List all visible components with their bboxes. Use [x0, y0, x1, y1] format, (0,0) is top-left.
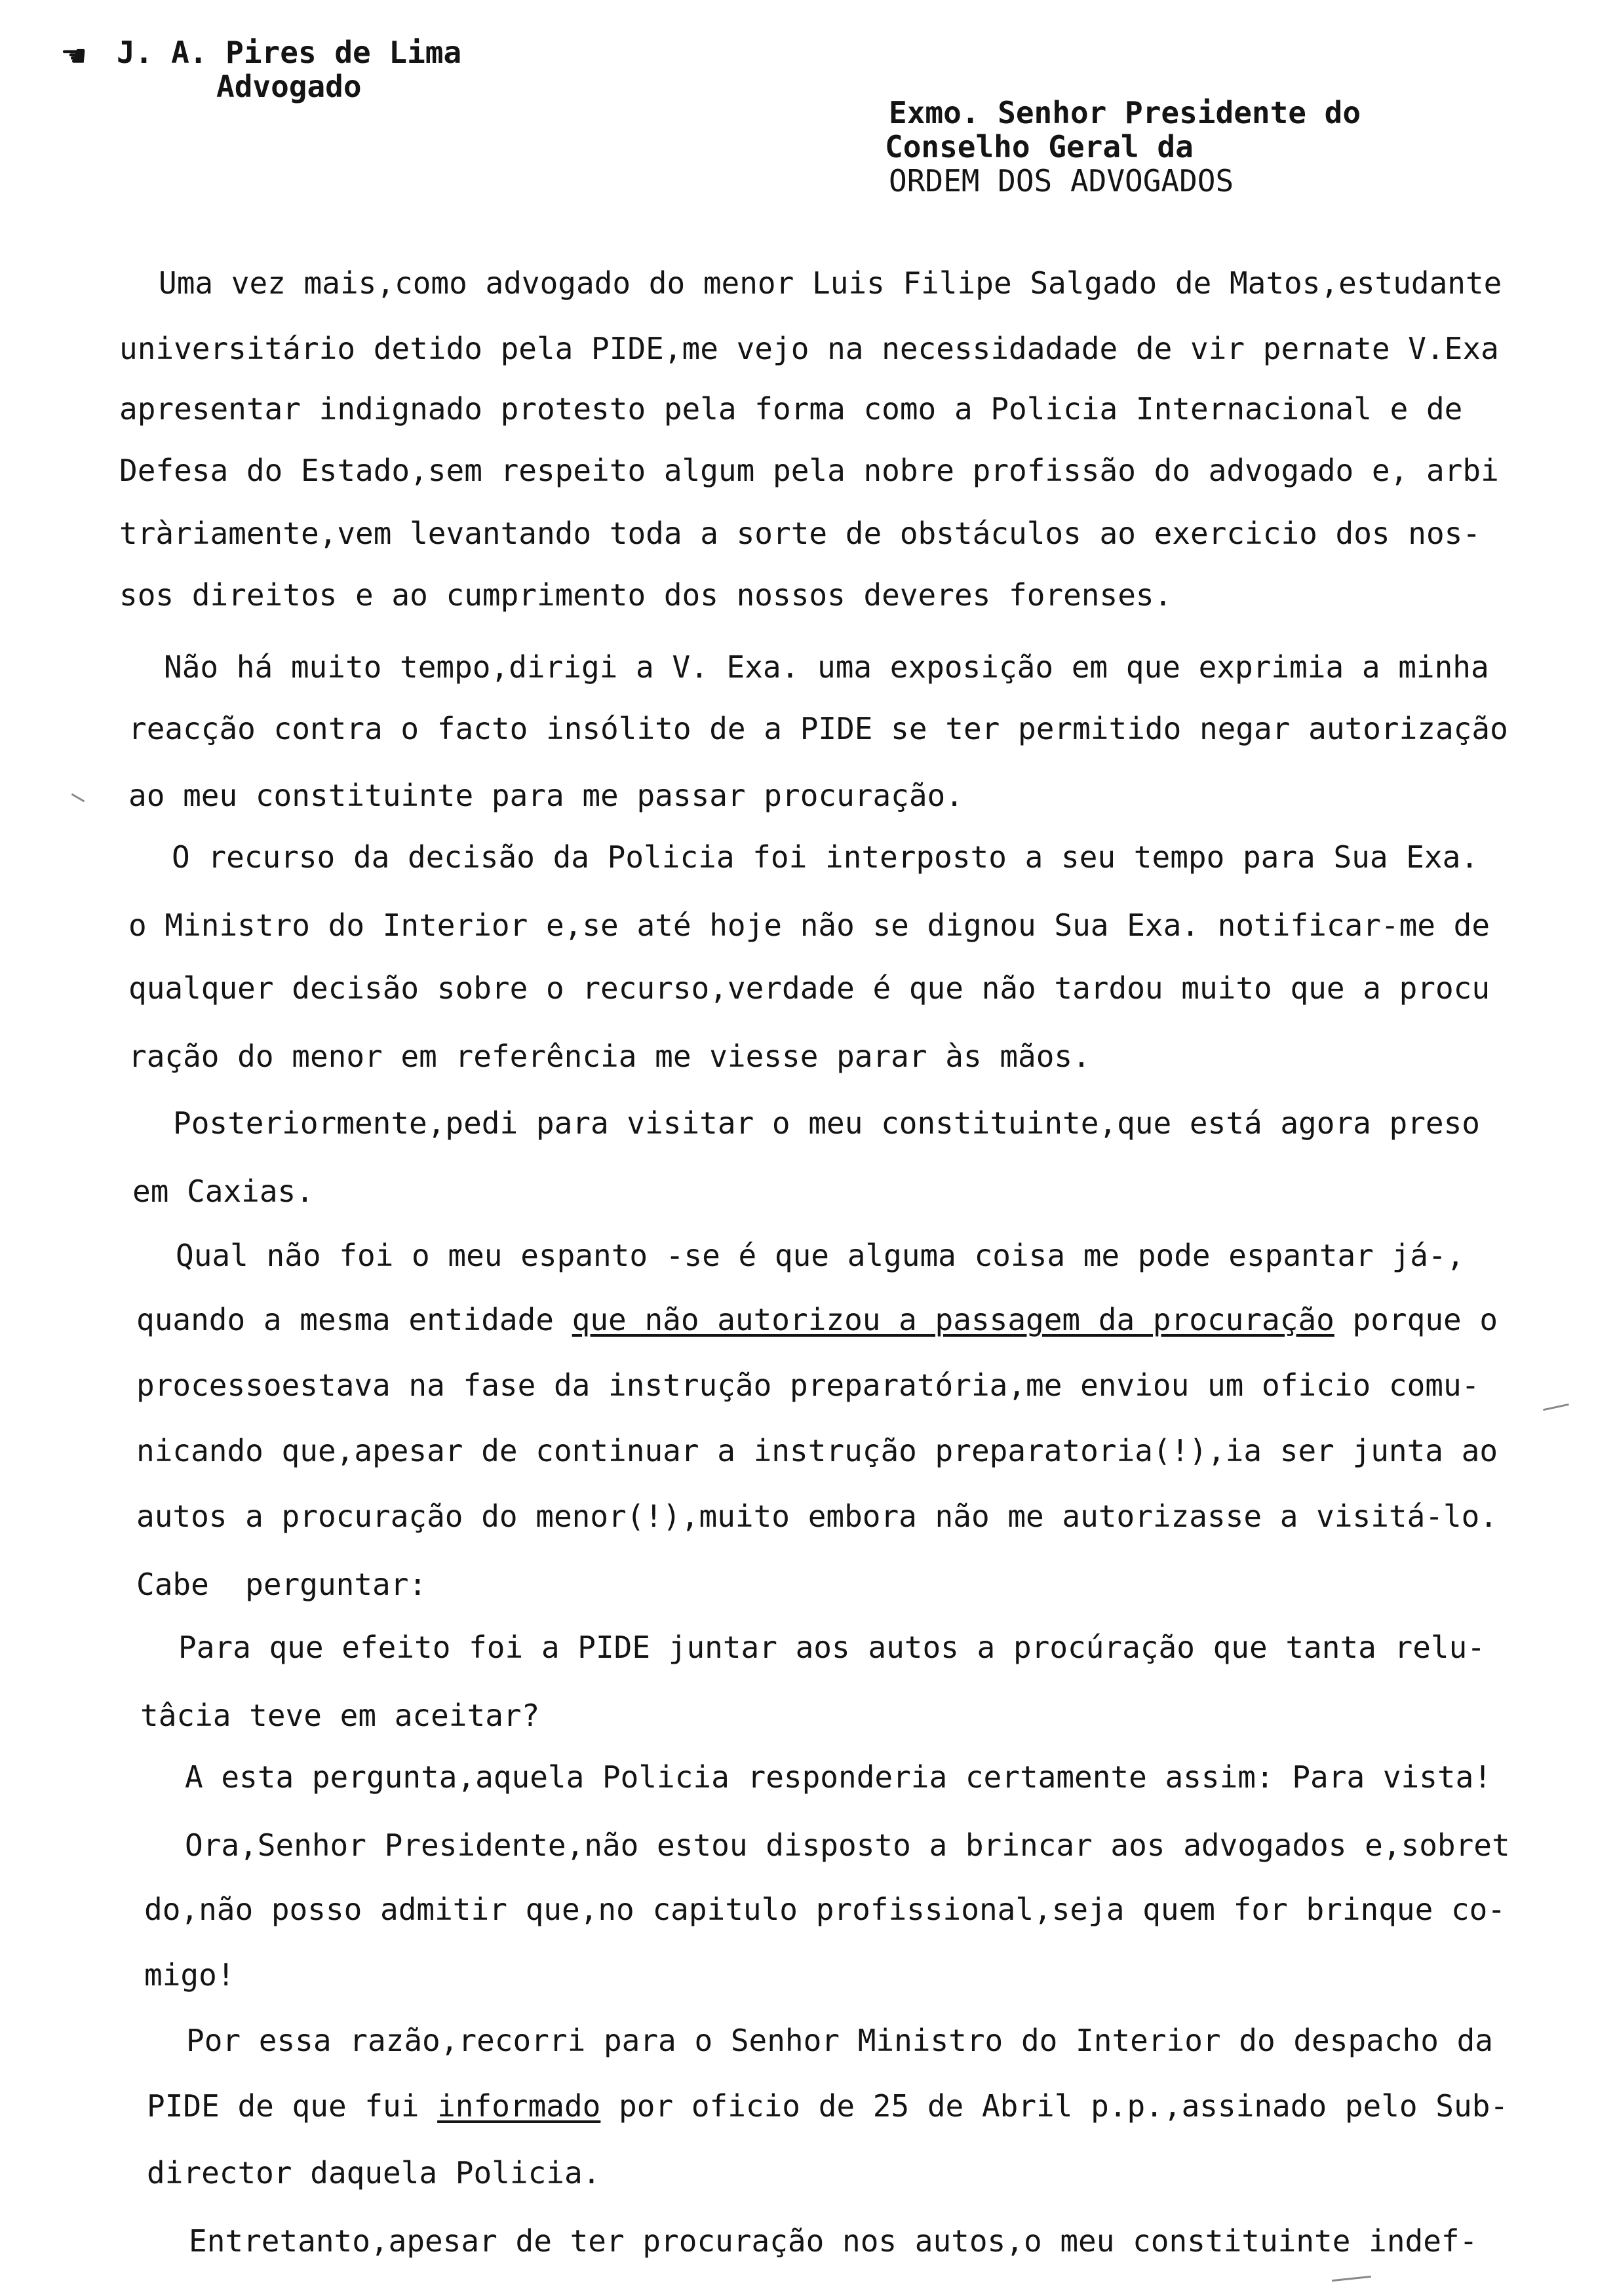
body-line: Posteriormente,pedi para visitar o meu constituinte,que está agora preso [173, 1105, 1480, 1141]
body-line: qualquer decisão sobre o recurso,verdade é que não tardou muito que a procu [128, 970, 1490, 1006]
body-line: em Caxias. [132, 1174, 314, 1209]
body-line: ração do menor em referência me viesse parar às mãos. [128, 1039, 1091, 1074]
body-line: ao meu constituinte para me passar procuração. [128, 778, 963, 813]
body-text: porque o [1334, 1302, 1498, 1337]
body-line-with-underline [147, 2088, 1508, 2124]
sender-title: Advogado [216, 69, 362, 104]
addressee-line-1: Exmo. Senhor Presidente do [889, 95, 1361, 130]
body-line: sos direitos e ao cumprimento dos nossos deveres forenses. [119, 577, 1173, 613]
body-line: Não há muito tempo,dirigi a V. Exa. uma exposição em que exprimia a minha [164, 649, 1489, 685]
body-line: nicando que,apesar de continuar a instrução preparatoria(!),ia ser junta ao [136, 1433, 1498, 1468]
body-text: quando a mesma entidade [136, 1302, 572, 1337]
body-line: Ora,Senhor Presidente,não estou disposto a brincar aos advogados e,sobret [185, 1827, 1510, 1863]
body-line: apresentar indignado protesto pela forma como a Policia Internacional e de [119, 391, 1463, 427]
body-line: Entretanto,apesar de ter procuração nos autos,o meu constituinte indef- [189, 2223, 1478, 2259]
addressee-line-2: Conselho Geral da [885, 129, 1194, 164]
pointing-hand-icon: ☚ [60, 38, 88, 73]
underlined-phrase: que não autorizou a passagem da procuração [572, 1302, 1334, 1337]
body-line: Por essa razão,recorri para o Senhor Ministro do Interior do despacho da [186, 2023, 1493, 2058]
body-line: reacção contra o facto insólito de a PIDE se ter permitido negar autorização [128, 711, 1508, 746]
body-text: PIDE de que fui [147, 2088, 438, 2124]
body-line: Defesa do Estado,sem respeito algum pela nobre profissão do advogado e, arbi [119, 453, 1499, 488]
body-line: Para que efeito foi a PIDE juntar aos autos a procúração que tanta relu- [178, 1630, 1485, 1665]
body-line: tâcia teve em aceitar? [140, 1698, 540, 1733]
body-line: O recurso da decisão da Policia foi interposto a seu tempo para Sua Exa. [172, 839, 1479, 875]
body-line: autos a procuração do menor(!),muito embora não me autorizasse a visitá-lo. [136, 1499, 1498, 1534]
body-text: por oficio de 25 de Abril p.p.,assinado pelo Sub- [600, 2088, 1509, 2124]
body-line: director daquela Policia. [147, 2155, 601, 2191]
body-line: A esta pergunta,aquela Policia responderia certamente assim: Para vista! [185, 1759, 1492, 1795]
body-line: universitário detido pela PIDE,me vejo na necessidadade de vir pernate V.Exa [119, 331, 1499, 366]
body-line: tràriamente,vem levantando toda a sorte de obstáculos ao exercicio dos nos- [119, 516, 1481, 551]
body-line: Cabe perguntar: [136, 1567, 427, 1602]
body-line: Uma vez mais,como advogado do menor Luis Filipe Salgado de Matos,estudante [159, 265, 1502, 301]
body-line: do,não posso admitir que,no capitulo profissional,seja quem for brinque co- [144, 1892, 1506, 1927]
scan-mark [1543, 1404, 1569, 1411]
body-line: o Ministro do Interior e,se até hoje não se dignou Sua Exa. notificar-me de [128, 908, 1490, 943]
scan-mark [71, 794, 85, 803]
underlined-word: informado [437, 2088, 601, 2124]
scan-mark [1332, 2276, 1371, 2282]
sender-name: J. A. Pires de Lima [117, 35, 462, 70]
body-line: processoestava na fase da instrução preparatória,me enviou um oficio comu- [136, 1368, 1480, 1403]
body-line: migo! [144, 1957, 235, 1993]
body-line-with-underline [136, 1301, 1498, 1338]
body-line: Qual não foi o meu espanto -se é que alguma coisa me pode espantar já-, [176, 1238, 1465, 1273]
addressee-line-3: ORDEM DOS ADVOGADOS [889, 163, 1234, 199]
